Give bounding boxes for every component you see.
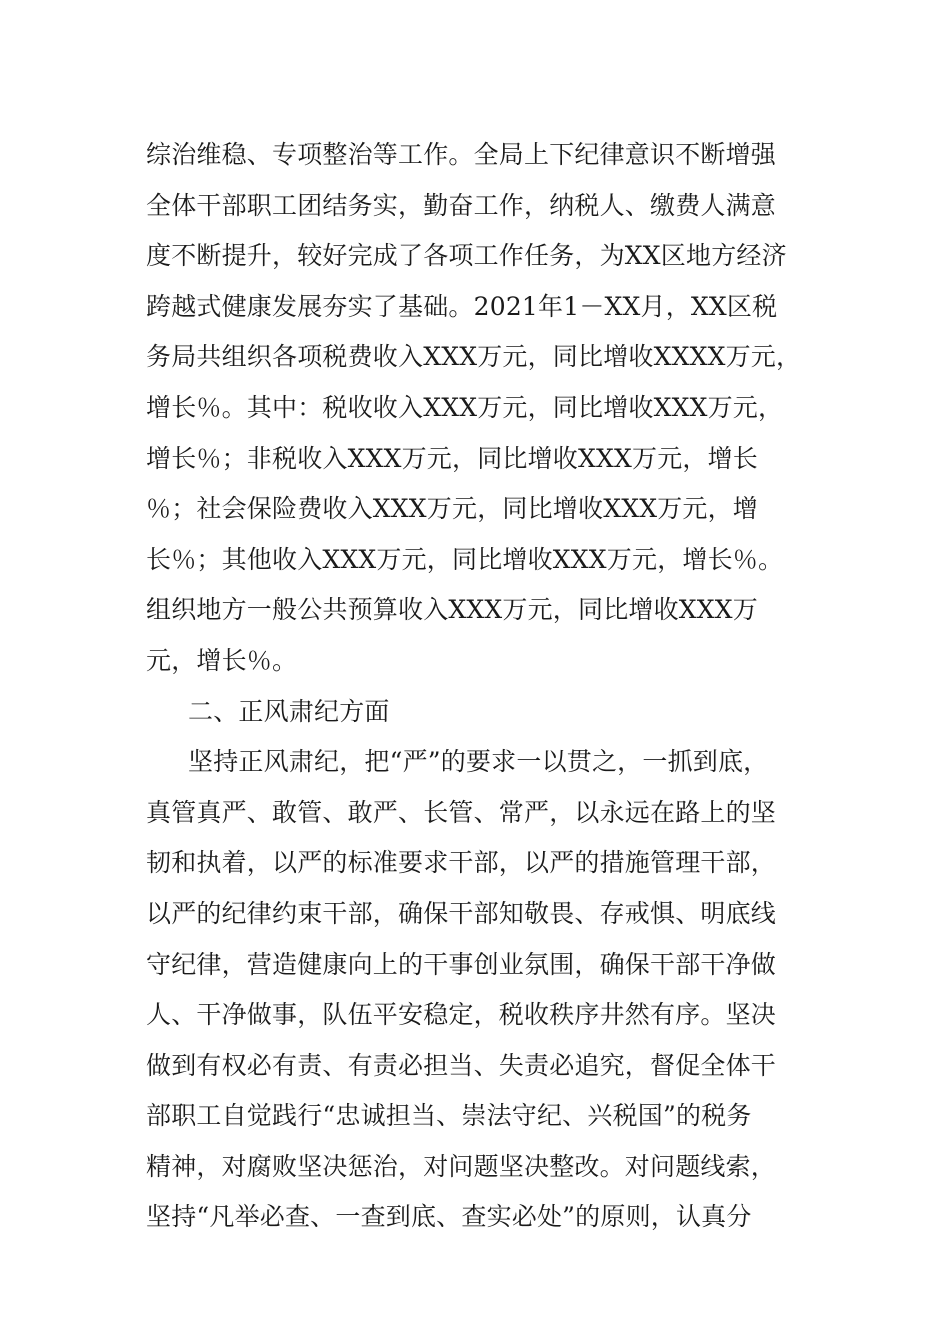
text-line: 跨越式健康发展夯实了基础。2021年1－XX月，XX区税: [146, 291, 778, 321]
text-line: 精神，对腐败坚决惩治，对问题坚决整改。对问题线索，: [146, 1151, 777, 1181]
text-line: 坚持“凡举必查、一查到底、查实必处”的原则，认真分: [146, 1202, 752, 1232]
text-line: 综治维稳、专项整治等工作。全局上下纪律意识不断增强: [146, 140, 777, 169]
paragraph-discipline: [146, 737, 836, 1243]
text-line: 组织地方一般公共预算收入XXX万元，同比增收XXX万: [146, 595, 758, 625]
text-line: 做到有权必有责、有责必担当、失责必追究，督促全体干: [146, 1050, 777, 1080]
text-line: 韧和执着，以严的标准要求干部，以严的措施管理干部，: [146, 848, 777, 878]
text-line: 部职工自觉践行“忠诚担当、崇法守纪、兴税国”的税务: [146, 1101, 752, 1131]
section-heading: 二、正风肃纪方面: [188, 696, 390, 726]
text-line: 长％；其他收入XXX万元，同比增收XXX万元，增长％。: [146, 544, 784, 574]
text-line: 真管真严、敢管、敢严、长管、常严，以永远在路上的坚: [146, 797, 777, 827]
text-line: 增长％。其中：税收收入XXX万元，同比增收XXX万元，: [146, 392, 784, 422]
text-line: 以严的纪律约束干部，确保干部知敬畏、存戒惧、明底线: [146, 898, 777, 928]
text-line: 全体干部职工团结务实，勤奋工作，纳税人、缴费人满意: [146, 190, 777, 220]
text-line: 增长％；非税收入XXX万元，同比增收XXX万元，增长: [146, 443, 758, 473]
paragraph-work-summary: [146, 130, 836, 687]
text-line: 守纪律，营造健康向上的干事创业氛围，确保干部干净做: [146, 949, 777, 979]
document-body: [146, 130, 836, 1243]
text-line: 务局共组织各项税费收入XXX万元，同比增收XXXX万元，: [146, 342, 802, 372]
text-line: 人、干净做事，队伍平安稳定，税收秩序井然有序。坚决: [146, 1000, 777, 1030]
text-line: 坚持正风肃纪，把“严”的要求一以贯之，一抓到底，: [188, 747, 769, 777]
text-line: 度不断提升，较好完成了各项工作任务，为XX区地方经济: [146, 241, 787, 271]
text-line: 元，增长％。: [146, 645, 298, 675]
text-line: ％；社会保险费收入XXX万元，同比增收XXX万元，增: [146, 494, 758, 524]
